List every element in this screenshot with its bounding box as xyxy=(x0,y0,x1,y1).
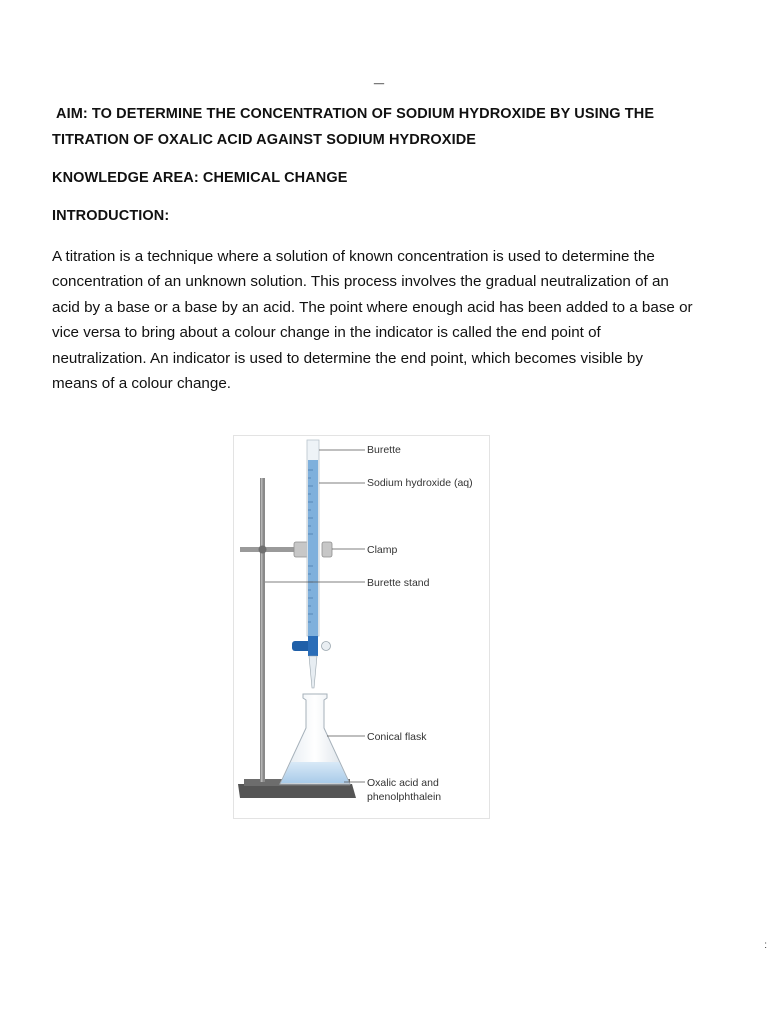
burette-tip xyxy=(309,656,317,688)
label-burette: Burette xyxy=(367,444,401,456)
titration-diagram xyxy=(234,436,489,818)
label-clamp: Clamp xyxy=(367,544,398,556)
page-top-mark: _ xyxy=(374,66,385,86)
paragraph-line: acid by a base or a base by an acid. The point where enough acid has been added to a base or xyxy=(52,298,693,316)
introduction-heading: INTRODUCTION: xyxy=(52,208,170,224)
label-phenolphthalein: phenolphthalein xyxy=(367,791,442,803)
stand-base xyxy=(238,784,356,798)
titration-apparatus-figure xyxy=(233,435,490,819)
paragraph-line: A titration is a technique where a solution of known concentration is used to determine the xyxy=(52,248,655,265)
label-conical-flask: Conical flask xyxy=(367,731,427,743)
knowledge-area-heading: KNOWLEDGE AREA: CHEMICAL CHANGE xyxy=(52,170,348,186)
aim-heading-line-2: TITRATION OF OXALIC ACID AGAINST SODIUM HYDROXIDE xyxy=(52,132,477,148)
clamp-arm xyxy=(240,547,302,552)
paragraph-line: concentration of an unknown solution. This process involves the gradual neutralization of an xyxy=(52,273,669,291)
label-oxalic-acid: Oxalic acid and xyxy=(367,777,439,789)
introduction-paragraph xyxy=(52,244,732,396)
paragraph-line: neutralization. An indicator is used to determine the end point, which becomes visible by xyxy=(52,349,643,367)
paragraph-line: vice versa to bring about a colour change in the indicator is called the end point of xyxy=(52,324,601,342)
paragraph-line: means of a colour change. xyxy=(52,375,231,393)
aim-heading-line-1: AIM: TO DETERMINE THE CONCENTRATION OF SODIUM HYDROXIDE BY USING THE xyxy=(56,106,655,122)
flask-solution xyxy=(281,762,349,783)
page-edge-mark: : xyxy=(764,940,767,951)
burette-solution xyxy=(308,460,318,636)
label-sodium-hydroxide: Sodium hydroxide (aq) xyxy=(367,477,473,489)
label-burette-stand: Burette stand xyxy=(367,577,430,589)
